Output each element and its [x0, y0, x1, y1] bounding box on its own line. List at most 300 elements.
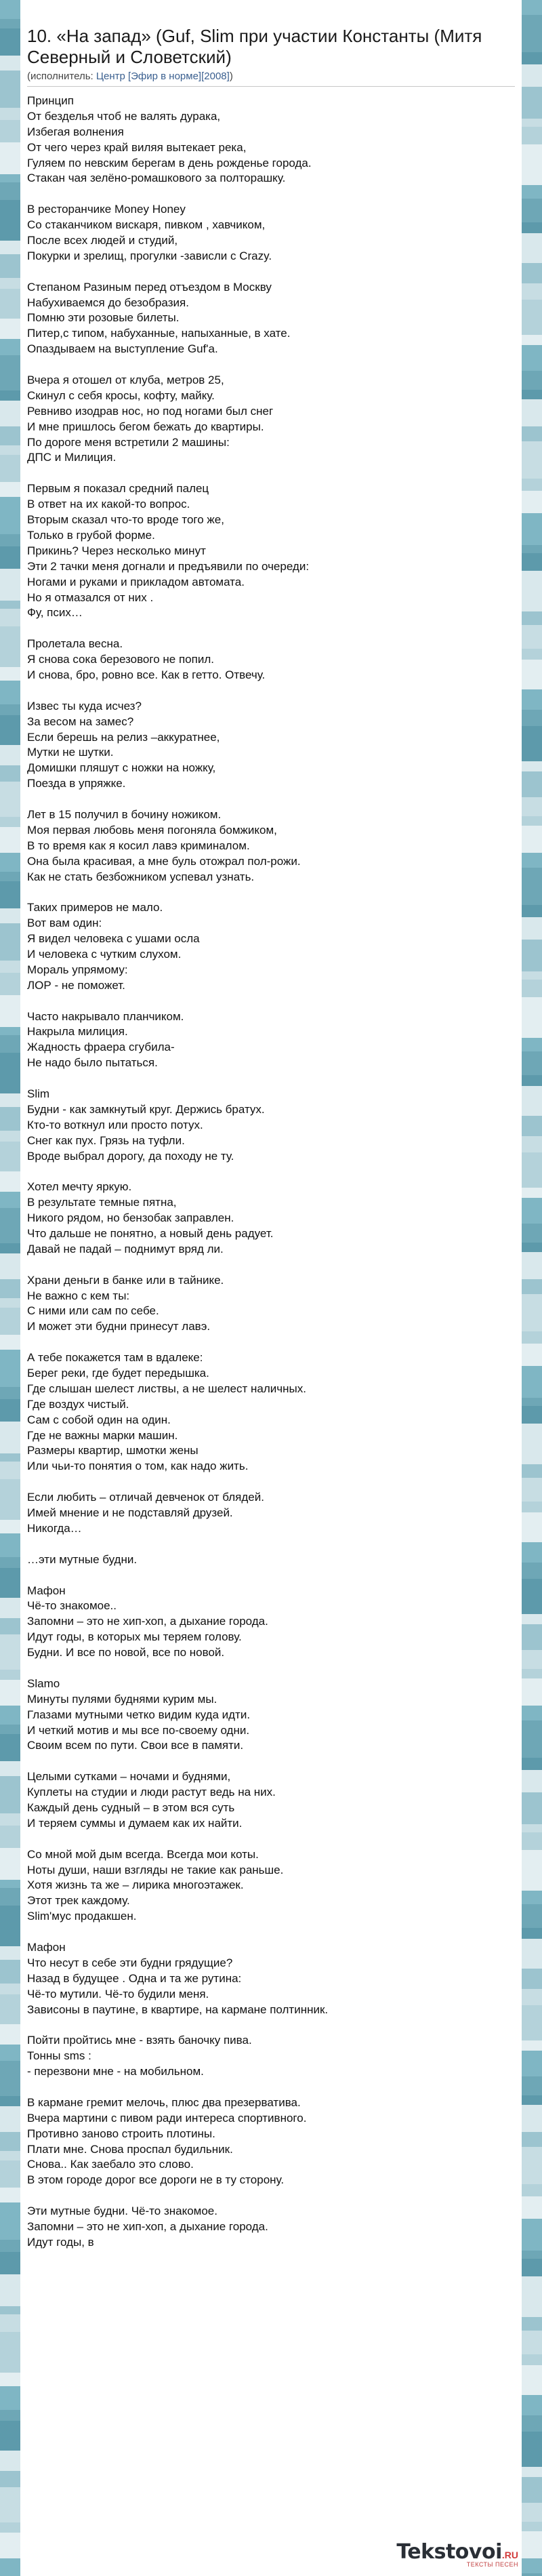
border-stripe — [0, 569, 20, 601]
border-stripe — [522, 611, 542, 625]
lyric-line: Целыми сутками – ночами и буднями, — [27, 1770, 231, 1784]
border-stripe — [522, 1224, 542, 1243]
border-stripe — [0, 2160, 20, 2188]
border-stripe — [0, 0, 20, 19]
border-stripe — [522, 1279, 542, 1294]
border-stripe — [522, 545, 542, 553]
border-stripe — [522, 371, 542, 390]
lyric-line: Сам с собой один на один. — [27, 1413, 171, 1426]
border-stripe — [522, 571, 542, 611]
border-stripe — [522, 1770, 542, 1792]
border-stripe — [0, 1761, 20, 1776]
border-stripe — [522, 345, 542, 371]
lyric-line: Снег как пух. Грязь на туфли. — [27, 1133, 185, 1147]
border-stripe — [522, 1904, 542, 1928]
border-stripe — [522, 1969, 542, 1989]
border-stripe — [0, 1422, 20, 1453]
border-stripe — [0, 1308, 20, 1335]
border-stripe — [522, 2276, 542, 2317]
border-stripe — [522, 335, 542, 345]
border-stripe — [0, 1479, 20, 1520]
lyric-line: Этот трек каждому. — [27, 1894, 130, 1908]
stanza-break — [27, 2017, 515, 2033]
border-stripe — [522, 2558, 542, 2573]
border-stripe — [0, 401, 20, 426]
album-link[interactable]: [Эфир в норме] — [127, 71, 202, 82]
border-stripe — [0, 2274, 20, 2306]
lyric-line: Эти мутные будни. Чё-то знакомое. — [27, 2205, 217, 2218]
stanza-break — [27, 621, 515, 637]
border-stripe — [0, 2421, 20, 2451]
lyric-line: В ответ на их какой-то вопрос. — [27, 498, 190, 511]
border-stripe — [0, 390, 20, 401]
lyric-line: Вроде выбрал дорогу, да походу не ту. — [27, 1149, 234, 1163]
border-stripe — [0, 995, 20, 1027]
border-stripe — [522, 1188, 542, 1198]
border-stripe — [522, 2251, 542, 2259]
border-stripe — [522, 1116, 542, 1136]
border-stripe — [0, 817, 20, 827]
lyric-line: За весом на замес? — [27, 715, 134, 728]
border-stripe — [0, 497, 20, 534]
border-stripe — [522, 513, 542, 545]
lyric-line: Идут годы, в — [27, 2235, 94, 2249]
artist-link[interactable]: Центр — [96, 71, 125, 82]
border-stripe — [522, 1850, 542, 1891]
stanza-break — [27, 994, 515, 1009]
lyric-line: Как не стать безбожником успевал узнать. — [27, 870, 255, 883]
lyric-line: Лет в 15 получил в бочину ножиком. — [27, 807, 222, 821]
border-stripe — [522, 2147, 542, 2184]
lyric-line: Никогда… — [27, 1521, 82, 1535]
border-stripe — [522, 2365, 542, 2395]
lyric-line: Размеры квартир, шмотки жены — [27, 1444, 199, 1457]
border-stripe — [522, 127, 542, 144]
stanza-break — [27, 1832, 515, 1847]
border-stripe — [0, 2487, 20, 2522]
border-stripe — [0, 1598, 20, 1618]
lyric-line: И человека с чутким слухом. — [27, 947, 182, 961]
lyric-line: И может эти будни принесут лавэ. — [27, 1320, 211, 1333]
lyric-line: Мутки не шутки. — [27, 746, 114, 759]
border-stripe — [0, 2386, 20, 2410]
lyric-line: Slim — [27, 1087, 50, 1100]
border-stripe — [522, 2095, 542, 2105]
lyric-line: Или чьи-то понятия о том, как надо жить. — [27, 1460, 249, 1473]
border-stripe — [0, 1706, 20, 1725]
lyric-line: Пролетала весна. — [27, 637, 123, 651]
border-stripe — [0, 2410, 20, 2421]
lyric-line: Храни деньги в банке или в тайнике. — [27, 1273, 224, 1287]
lyric-line: Со стаканчиком вискаря, пивком , хавчиком, — [27, 218, 266, 232]
lyric-line: Помню эти розовые билеты. — [27, 311, 180, 325]
border-stripe — [0, 1093, 20, 1107]
lyric-line: Назад в будущее . Одна и та же рутина: — [27, 1971, 242, 1985]
border-stripe — [522, 300, 542, 335]
border-stripe — [0, 1243, 20, 1253]
lyric-line: Каждый день судный – в этом вся суть — [27, 1800, 235, 1814]
lyric-line: Вчера я отошел от клуба, метров 25, — [27, 374, 224, 387]
border-stripe — [522, 263, 542, 283]
border-stripe — [522, 426, 542, 441]
border-stripe — [0, 1462, 20, 1479]
border-stripe — [522, 1038, 542, 1051]
border-stripe — [0, 2202, 20, 2240]
lyric-line: В кармане гремит мелочь, плюс два презерватива. — [27, 2095, 301, 2109]
lyric-line: Не надо было пытаться. — [27, 1056, 158, 1070]
border-stripe — [522, 726, 542, 761]
border-stripe — [0, 19, 20, 28]
border-stripe — [522, 1891, 542, 1904]
border-stripe — [522, 283, 542, 300]
logo-name: Tekstovoi — [396, 2540, 502, 2564]
lyric-line: Опаздываем на выступление Guf'a. — [27, 342, 218, 356]
lyric-line: Давай не падай – поднимут вряд ли. — [27, 1242, 224, 1255]
lyric-line: Вчера мартини с пивом ради интереса спортивного. — [27, 2111, 307, 2125]
byline-suffix: ) — [229, 71, 233, 82]
border-stripe — [522, 649, 542, 660]
border-stripe — [0, 56, 20, 71]
border-stripe — [0, 2061, 20, 2096]
border-stripe — [522, 1464, 542, 1478]
border-stripe — [0, 1984, 20, 1994]
border-stripe — [522, 2477, 542, 2503]
border-stripe — [0, 1776, 20, 1813]
lyric-line: От безделья чтоб не валять дурака, — [27, 109, 221, 123]
lyric-line: Если берешь на релиз –аккуратнее, — [27, 730, 220, 744]
border-stripe — [522, 1478, 542, 1502]
lyric-line: Часто накрывало планчиком. — [27, 1009, 184, 1023]
lyric-line: ЛОР - не поможет. — [27, 978, 125, 992]
lyric-line: В ресторанчике Money Honey — [27, 203, 186, 216]
lyric-line: Со мной мой дым всегда. Всегда мои коты. — [27, 1847, 259, 1861]
lyric-line: Принцип — [27, 94, 74, 107]
border-stripe — [522, 1824, 542, 1832]
border-stripe — [0, 1888, 20, 1906]
border-stripe — [522, 1424, 542, 1464]
border-stripe — [522, 1198, 542, 1224]
border-stripe — [0, 108, 20, 120]
border-stripe — [522, 660, 542, 689]
border-stripe — [0, 1906, 20, 1946]
border-stripe — [0, 2132, 20, 2151]
lyric-line: Чё-то мутили. Чё-то будили меня. — [27, 1987, 209, 2000]
border-stripe — [522, 816, 542, 826]
border-stripe — [522, 905, 542, 917]
border-stripe — [0, 120, 20, 142]
lyric-line: Таких примеров не мало. — [27, 901, 163, 914]
site-logo[interactable] — [396, 2540, 518, 2568]
border-stripe — [0, 2314, 20, 2332]
border-stripe — [522, 87, 542, 119]
border-stripe — [0, 1350, 20, 1387]
border-stripe — [522, 1678, 542, 1706]
border-stripe — [0, 745, 20, 765]
stanza-break — [27, 885, 515, 900]
border-stripe — [0, 241, 20, 254]
border-stripe — [0, 1171, 20, 1192]
border-stripe — [0, 2252, 20, 2274]
border-stripe — [522, 2317, 542, 2331]
border-stripe — [522, 917, 542, 940]
lyric-line: Будни - как замкнутый круг. Держись братух. — [27, 1102, 265, 1116]
border-stripe — [522, 119, 542, 127]
stanza-break — [27, 1257, 515, 1273]
border-stripe — [522, 2040, 542, 2051]
lyric-line: Первым я показал средний палец — [27, 482, 209, 496]
border-stripe — [0, 1533, 20, 1557]
lyric-line: ДПС и Милиция. — [27, 451, 117, 464]
border-stripe — [0, 1208, 20, 1243]
stanza-break — [27, 1335, 515, 1350]
lyric-line: Кто-то воткнул или просто потух. — [27, 1118, 203, 1131]
border-stripe — [522, 1294, 542, 1331]
lyric-line: Где воздух чистый. — [27, 1397, 129, 1411]
lyric-line: В результате темные пятна, — [27, 1196, 177, 1209]
border-stripe — [522, 1614, 542, 1624]
border-stripe — [522, 2105, 542, 2132]
border-stripe — [522, 1406, 542, 1424]
border-stripe — [0, 1618, 20, 1634]
border-stripe — [522, 553, 542, 571]
lyric-line: Накрыла милиция. — [27, 1025, 128, 1039]
border-stripe — [0, 2533, 20, 2558]
border-stripe — [522, 1366, 542, 1398]
lyric-line: Прикинь? Через несколько минут — [27, 544, 206, 557]
lyric-line: Ревниво изодрав нос, но под ногами был снег — [27, 404, 274, 418]
border-stripe — [0, 1107, 20, 1131]
byline-prefix: (исполнитель: — [27, 71, 96, 82]
lyric-line: Чё-то знакомое.. — [27, 1599, 117, 1613]
song-page — [27, 0, 515, 2251]
border-stripe — [522, 185, 542, 199]
border-stripe — [522, 1502, 542, 1512]
border-stripe — [522, 491, 542, 513]
border-stripe — [0, 2045, 20, 2061]
border-stripe — [0, 1848, 20, 1880]
border-stripe — [0, 1946, 20, 1960]
border-stripe — [0, 1634, 20, 1670]
lyric-line: В этом городе дорог все дороги не в ту сторону. — [27, 2173, 285, 2187]
border-stripe — [0, 1335, 20, 1350]
stanza-break — [27, 1568, 515, 1584]
lyric-line: Где не важны марки машин. — [27, 1428, 178, 1442]
border-stripe — [0, 355, 20, 390]
lyric-line: Жадность фраера сгубила- — [27, 1041, 175, 1054]
border-stripe — [0, 200, 20, 241]
lyric-line: Гуляем по невским берегам в день рожденье города. — [27, 156, 312, 169]
border-stripe — [522, 1928, 542, 1939]
border-stripe — [0, 1734, 20, 1761]
lyric-line: По дороге меня встретили 2 машины: — [27, 435, 230, 449]
lyric-line: А тебе покажется там в вдалеке: — [27, 1351, 203, 1365]
border-stripe — [522, 1152, 542, 1188]
border-stripe — [0, 1960, 20, 1984]
border-stripe — [522, 997, 542, 1038]
border-stripe — [522, 1075, 542, 1086]
border-stripe — [522, 2132, 542, 2147]
lyric-line: Если любить – отличай девченок от блядей. — [27, 1491, 264, 1504]
border-stripe — [522, 771, 542, 797]
border-stripe — [0, 1027, 20, 1035]
stanza-break — [27, 683, 515, 699]
lyric-line: Степаном Разиным перед отъездом в Москву — [27, 280, 272, 294]
border-stripe — [0, 1725, 20, 1734]
border-stripe — [522, 2259, 542, 2276]
border-stripe — [522, 399, 542, 426]
lyric-line: Ноты души, наши взгляды не такие как раньше. — [27, 1863, 284, 1876]
lyric-line: Стакан чая зелёно-ромашкового за полторашку. — [27, 172, 286, 185]
right-decorative-border — [522, 0, 542, 2576]
border-stripe — [522, 1758, 542, 1770]
lyric-line: Вторым сказал что-то вроде того же, — [27, 513, 224, 527]
stanza-break — [27, 186, 515, 202]
stanza-break — [27, 2188, 515, 2204]
border-stripe — [0, 1826, 20, 1848]
lyric-line: Эти 2 тачки меня догнали и предъявили по очереди: — [27, 559, 310, 573]
lyric-line: Что дальше не понятно, а новый день радует. — [27, 1227, 274, 1241]
lyric-line: Идут годы, в которых мы теряем голову. — [27, 1630, 242, 1644]
border-stripe — [522, 1939, 542, 1969]
border-stripe — [522, 441, 542, 479]
lyric-line: Запомни – это не хип-хоп, а дыхание города. — [27, 1615, 268, 1628]
border-stripe — [0, 71, 20, 108]
border-stripe — [522, 2467, 542, 2477]
border-stripe — [522, 233, 542, 263]
border-stripe — [0, 534, 20, 546]
lyric-line: И снова, бро, ровно все. Как в гетто. Отвечу. — [27, 668, 266, 681]
lyric-line: Извес ты куда исчез? — [27, 699, 142, 712]
border-stripe — [0, 2024, 20, 2045]
border-stripe — [522, 1579, 542, 1614]
year-link[interactable]: [2008] — [201, 71, 230, 82]
border-stripe — [522, 64, 542, 87]
logo-tagline: ТЕКСТЫ ПЕСЕН — [466, 2561, 518, 2568]
border-stripe — [522, 2219, 542, 2251]
border-stripe — [522, 1720, 542, 1758]
lyric-line: Домишки пляшут с ножки на ножку, — [27, 761, 216, 775]
border-stripe — [0, 1453, 20, 1462]
border-stripe — [522, 2573, 542, 2576]
lyric-line: Противно заново строить плотины. — [27, 2127, 215, 2140]
border-stripe — [0, 278, 20, 289]
border-stripe — [0, 2151, 20, 2160]
border-stripe — [0, 2106, 20, 2132]
border-stripe — [0, 2522, 20, 2533]
border-stripe — [0, 609, 20, 626]
border-stripe — [0, 1813, 20, 1826]
border-stripe — [0, 2471, 20, 2487]
stanza-break — [27, 1474, 515, 1490]
border-stripe — [522, 625, 542, 649]
lyric-line: Ногами и руками и прикладом автомата. — [27, 575, 245, 588]
border-stripe — [0, 455, 20, 482]
stanza-break — [27, 1537, 515, 1552]
lyric-line: Хотя жизнь та же – лирика многоэтажек. — [27, 1878, 244, 1892]
border-stripe — [0, 667, 20, 681]
lyrics-text — [27, 94, 515, 2251]
border-stripe — [0, 1670, 20, 1680]
border-stripe — [0, 2451, 20, 2471]
border-stripe — [522, 940, 542, 971]
border-stripe — [0, 853, 20, 872]
border-stripe — [0, 426, 20, 445]
lyric-line: Поезда в упряжке. — [27, 777, 126, 790]
border-stripe — [522, 1398, 542, 1406]
lyric-line: В то время как я косил лавэ криминалом. — [27, 839, 250, 852]
byline — [27, 70, 515, 83]
border-stripe — [0, 1994, 20, 2024]
border-stripe — [0, 1557, 20, 1568]
lyric-line: Не важно с кем ты: — [27, 1289, 130, 1302]
lyric-line: Берег реки, где будет передышка. — [27, 1367, 209, 1380]
stanza-break — [27, 1754, 515, 1769]
border-stripe — [0, 28, 20, 56]
border-stripe — [0, 1680, 20, 1706]
lyric-line: После всех людей и студий, — [27, 234, 178, 247]
border-stripe — [0, 319, 20, 339]
lyric-line: Зависоны в паутине, в квартире, на кармане полтинник. — [27, 2003, 329, 2016]
border-stripe — [0, 546, 20, 569]
border-stripe — [0, 445, 20, 455]
border-stripe — [0, 2332, 20, 2373]
border-stripe — [522, 52, 542, 64]
lyric-line: Я видел человека с ушами осла — [27, 932, 200, 946]
lyric-line: С ними или сам по себе. — [27, 1304, 159, 1318]
lyric-line: Своим всем по пути. Свои все в памяти. — [27, 1739, 244, 1752]
lyric-line: Никого рядом, но бензобак заправлен. — [27, 1211, 234, 1225]
lyric-line: И мне пришлось бегом бежать до квартиры. — [27, 420, 264, 433]
border-stripe — [522, 797, 542, 816]
lyric-line: Моя первая любовь меня погоняла бомжиком, — [27, 823, 277, 837]
border-stripe — [522, 2184, 542, 2196]
lyric-line: Мафон — [27, 1584, 66, 1597]
border-stripe — [0, 626, 20, 667]
border-stripe — [522, 1669, 542, 1678]
lyric-line: Снова.. Как заебало это слово. — [27, 2158, 194, 2171]
lyric-line: И четкий мотив и мы все по-своему одни. — [27, 1723, 250, 1737]
border-stripe — [522, 0, 542, 15]
border-stripe — [0, 2558, 20, 2576]
border-stripe — [522, 1832, 542, 1850]
lyric-line: Но я отмазался от них . — [27, 590, 154, 604]
lyric-line: Будни. И все по новой, все по новой. — [27, 1646, 225, 1659]
border-stripe — [522, 2354, 542, 2365]
border-stripe — [0, 2096, 20, 2106]
lyric-line: Она была красивая, а мне буль отожрал пол-рожи. — [27, 854, 301, 868]
border-stripe — [522, 853, 542, 868]
border-stripe — [0, 881, 20, 908]
border-stripe — [522, 1792, 542, 1824]
border-stripe — [522, 689, 542, 710]
border-stripe — [0, 2306, 20, 2314]
border-stripe — [522, 1542, 542, 1563]
border-stripe — [522, 1706, 542, 1720]
lyric-line: Куплеты на студии и люди растут ведь на них. — [27, 1786, 276, 1799]
border-stripe — [522, 980, 542, 997]
border-stripe — [522, 390, 542, 399]
lyric-line: Скинул с себя кросы, кофту, майку. — [27, 388, 215, 402]
border-stripe — [522, 1086, 542, 1116]
border-stripe — [522, 1563, 542, 1579]
lyric-line: Питер,с типом, набуханные, напыханные, в хате. — [27, 327, 291, 340]
stanza-break — [27, 264, 515, 280]
border-stripe — [522, 2331, 542, 2354]
border-stripe — [0, 2373, 20, 2386]
border-stripe — [0, 782, 20, 817]
border-stripe — [522, 222, 542, 233]
lyric-line: Я снова сока березового не попил. — [27, 653, 214, 666]
